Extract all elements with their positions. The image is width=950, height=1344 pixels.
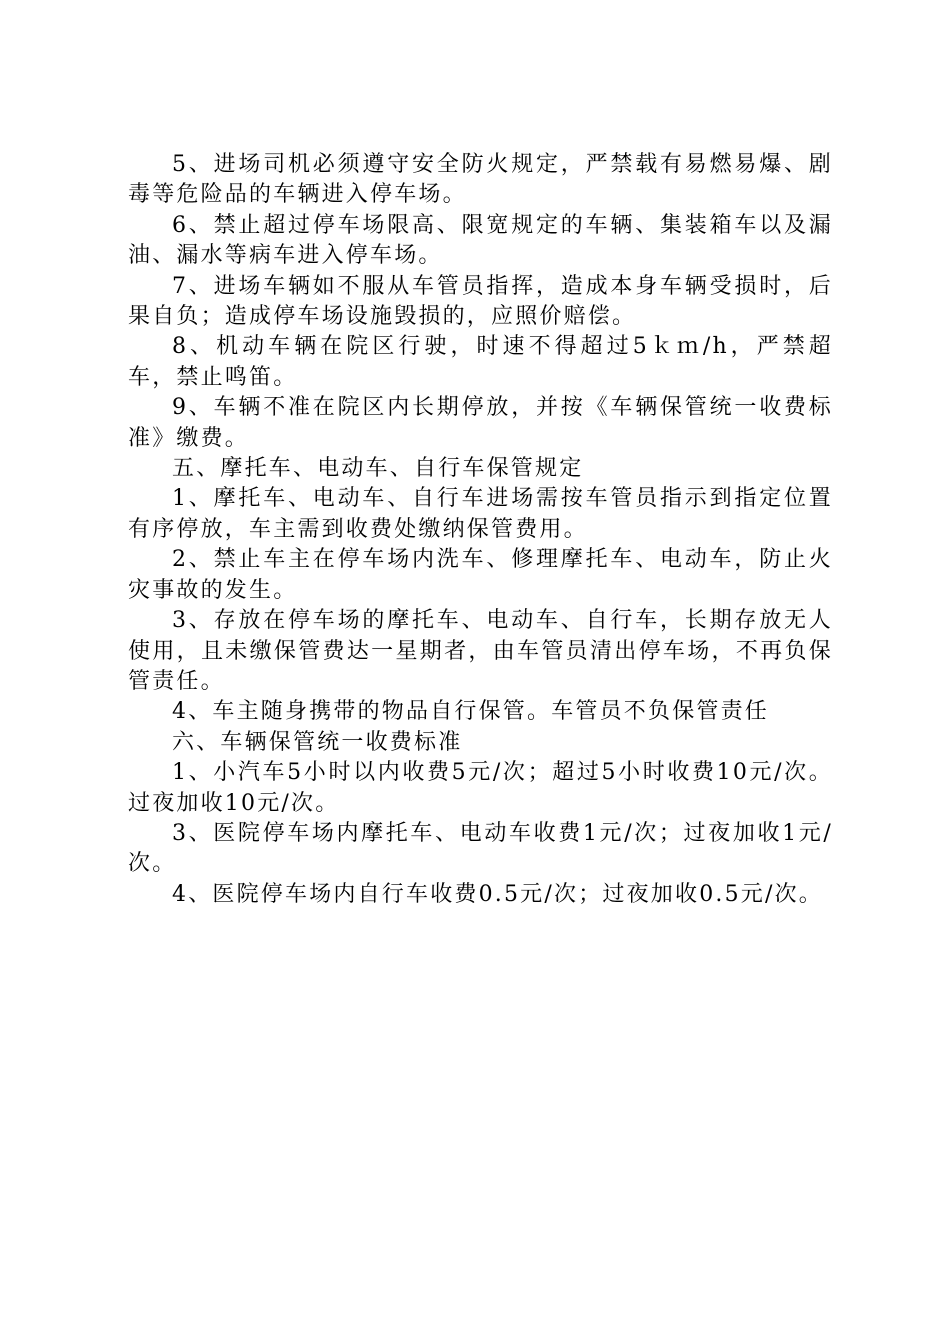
paragraph-fee-bicycle: 4、医院停车场内自行车收费0.5元/次；过夜加收0.5元/次。: [172, 881, 823, 907]
paragraph-6-height-width-limit: 6、禁止超过停车场限高、限宽规定的车辆、集装箱车以及漏油、漏水等病车进入停车场。: [128, 212, 833, 269]
paragraph-fee-motorcycle: 3、医院停车场内摩托车、电动车收费1元/次；过夜加收1元/次。: [128, 820, 833, 877]
paragraph-motorcycle-rule-4: 4、车主随身携带的物品自行保管。车管员不负保管责任: [172, 699, 769, 725]
document-page: [128, 150, 833, 910]
paragraph-7-obey-attendant: 7、进场车辆如不服从车管员指挥，造成本身车辆受损时，后果自负；造成停车场设施毁损的，应照价赔偿。: [128, 273, 833, 330]
paragraph-9-long-term-parking: 9、车辆不准在院区内长期停放，并按《车辆保管统一收费标准》缴费。: [128, 395, 833, 451]
section-heading-6: 六、车辆保管统一收费标准: [172, 729, 463, 755]
paragraph-5-hazardous-goods: 5、进场司机必须遵守安全防火规定，严禁载有易燃易爆、剧毒等危险品的车辆进入停车场。: [128, 152, 833, 208]
paragraph-motorcycle-rule-3: 3、存放在停车场的摩托车、电动车、自行车，长期存放无人使用，且未缴保管费达一星期者，由车管员清出停车场，不再负保管责任。: [128, 608, 833, 694]
section-heading-5: 五、摩托车、电动车、自行车保管规定: [172, 456, 584, 482]
paragraph-fee-car: 1、小汽车5小时以内收费5元/次；超过5小时收费10元/次。过夜加收10元/次。: [128, 760, 833, 816]
paragraph-motorcycle-rule-1: 1、摩托车、电动车、自行车进场需按车管员指示到指定位置有序停放，车主需到收费处缴纳保管费用。: [128, 486, 833, 542]
paragraph-8-speed-limit: 8、机动车辆在院区行驶，时速不得超过5ｋｍ/h，严禁超车，禁止鸣笛。: [128, 334, 833, 390]
paragraph-motorcycle-rule-2: 2、禁止车主在停车场内洗车、修理摩托车、电动车，防止火灾事故的发生。: [128, 547, 833, 603]
